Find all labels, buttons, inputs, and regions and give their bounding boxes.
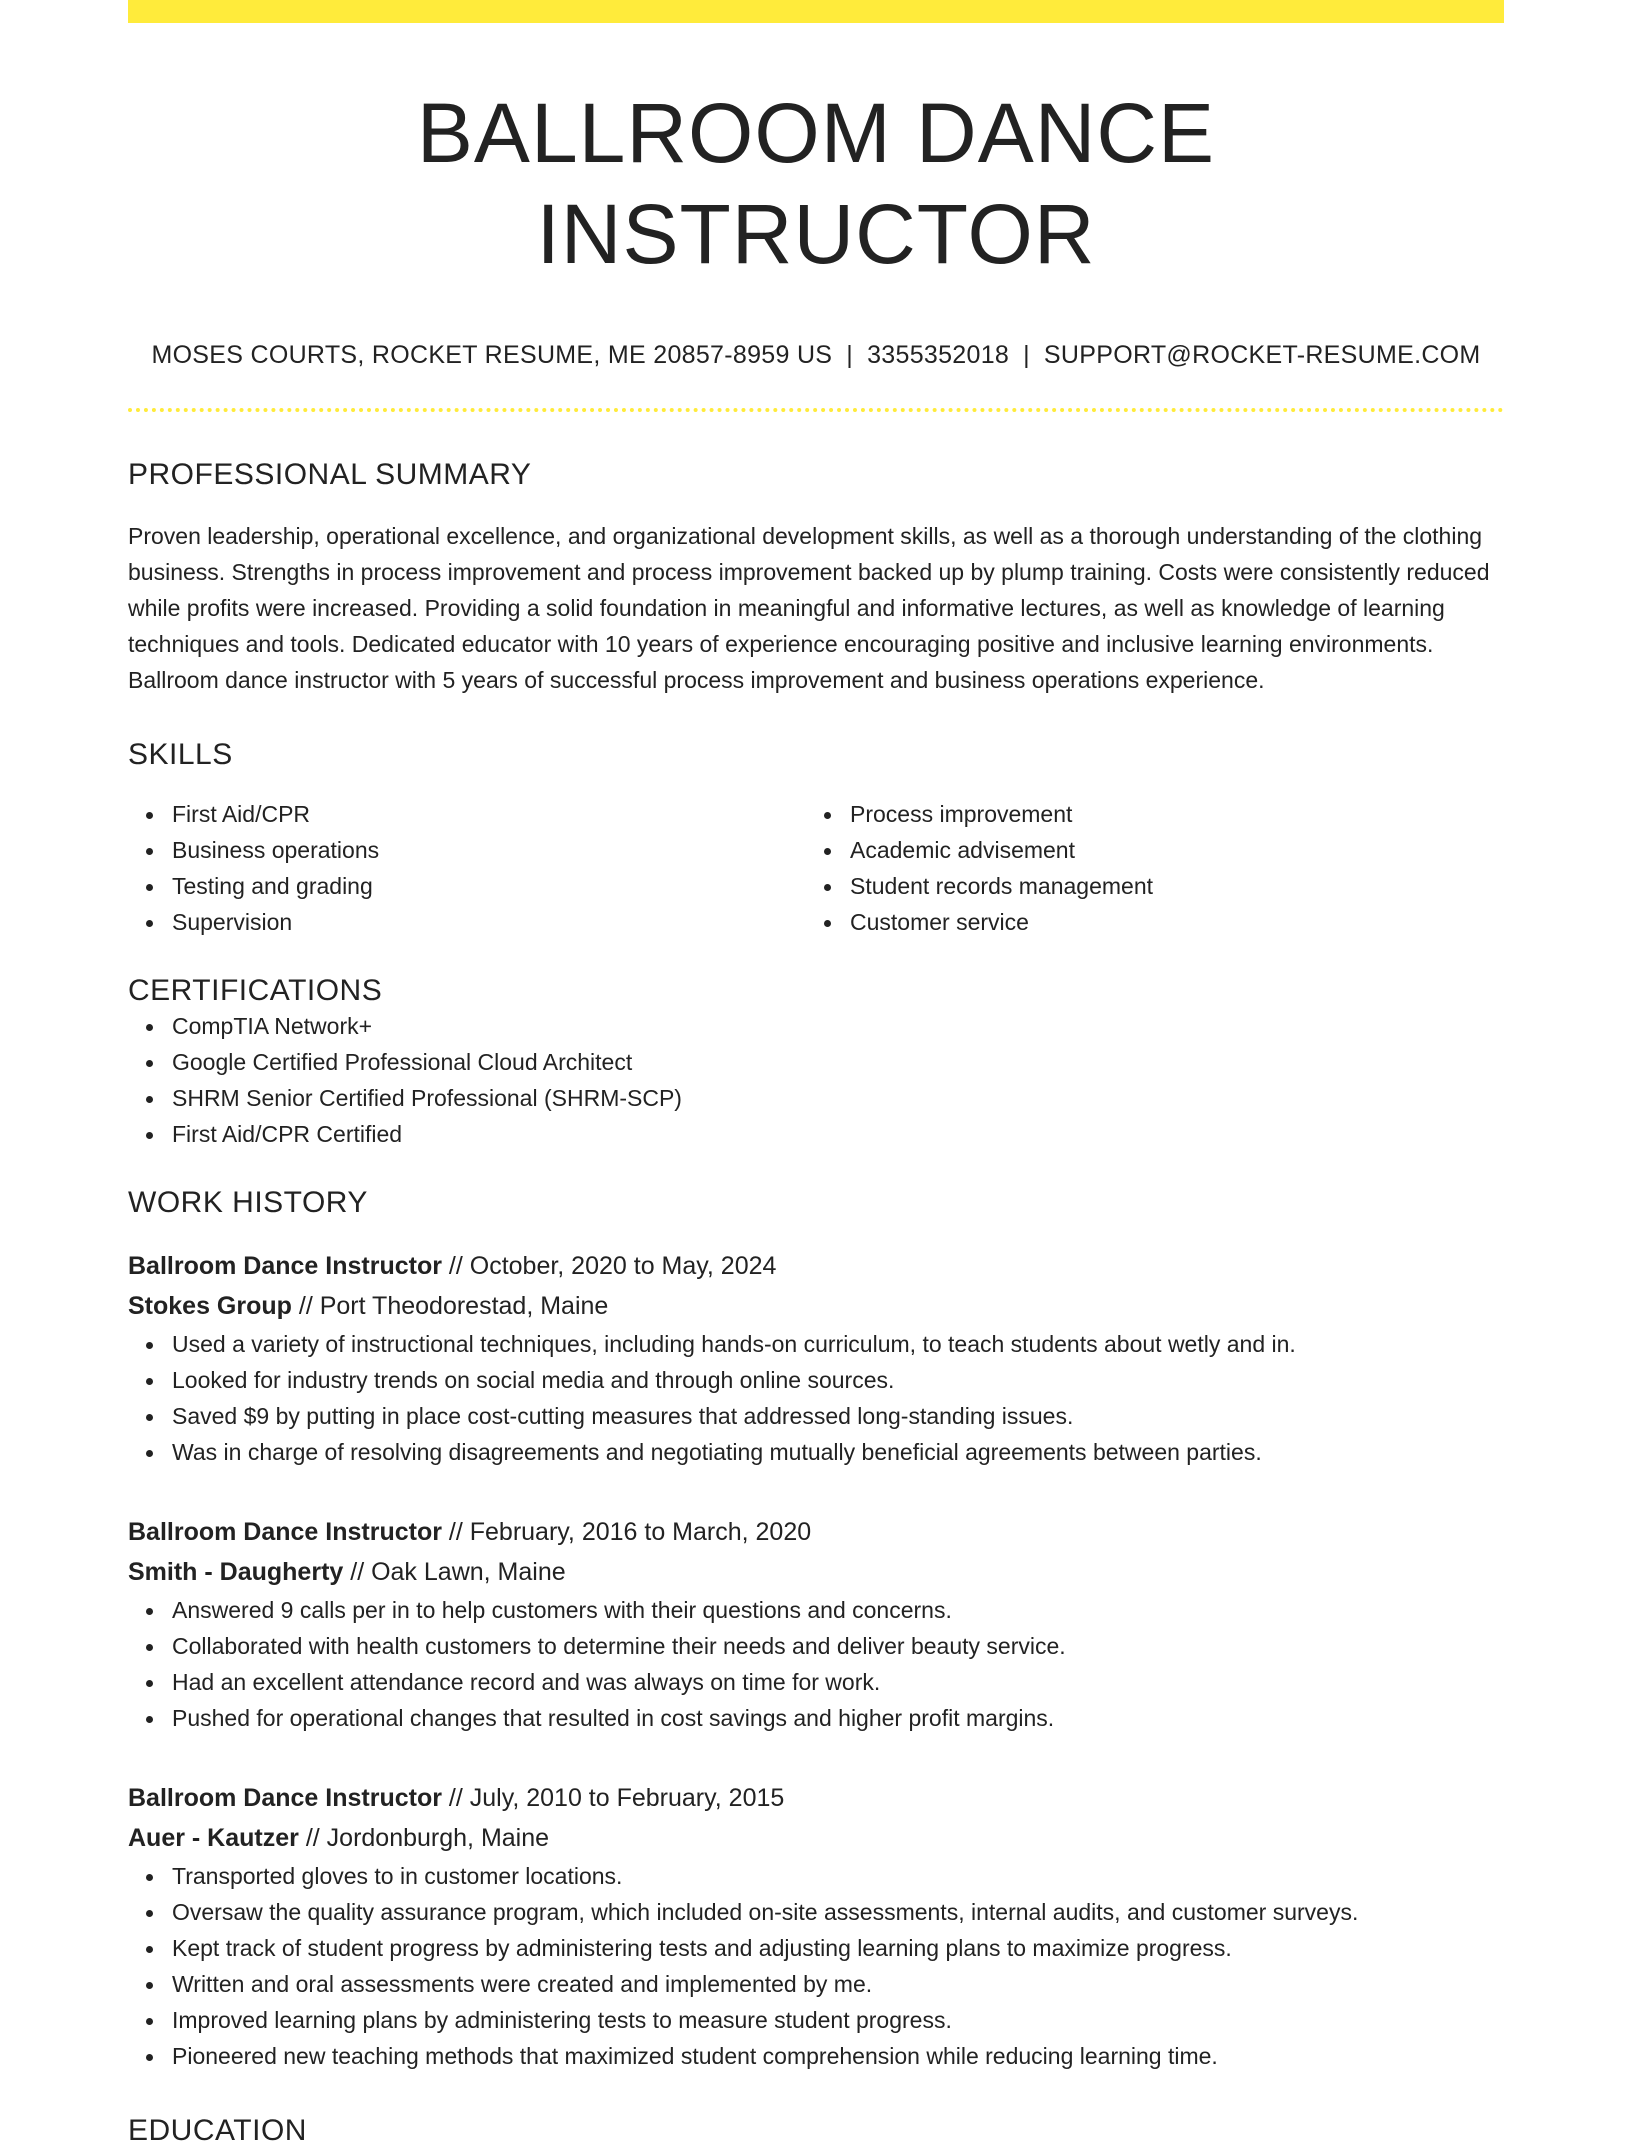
resume-page: [128, 0, 1504, 2148]
job-dates: // February, 2016 to March, 2020: [448, 1517, 812, 1546]
skill-item: First Aid/CPR: [172, 796, 806, 832]
job-role-line: [128, 1246, 1504, 1286]
job-duty: Written and oral assessments were created and implemented by me.: [172, 1966, 1504, 2002]
job-company: Smith - Daugherty: [128, 1557, 344, 1586]
job-company-line: [128, 1552, 1504, 1592]
job-location: // Port Theodorestad, Maine: [298, 1291, 609, 1320]
job-duty: Kept track of student progress by administering tests and adjusting learning plans to maximize progress.: [172, 1930, 1504, 1966]
job-duty: Used a variety of instructional techniques, including hands-on curriculum, to teach students about wetly and in.: [172, 1326, 1504, 1362]
job-duties-list: [128, 1326, 1504, 1470]
contact-line: [128, 341, 1504, 370]
job-company-line: [128, 1286, 1504, 1326]
job-duty: Transported gloves to in customer locations.: [172, 1858, 1504, 1894]
certification-item: SHRM Senior Certified Professional (SHRM-SCP): [172, 1080, 1504, 1116]
certification-item: CompTIA Network+: [172, 1008, 1504, 1044]
job-company: Stokes Group: [128, 1291, 292, 1320]
certifications-heading: CERTIFICATIONS: [128, 973, 383, 1007]
contact-separator: |: [846, 340, 854, 369]
certification-item: First Aid/CPR Certified: [172, 1116, 1504, 1152]
contact-phone: 3355352018: [867, 340, 1010, 369]
job-dates: // October, 2020 to May, 2024: [448, 1251, 777, 1280]
skill-item: Supervision: [172, 904, 806, 940]
dotted-divider: [128, 408, 1504, 412]
job-role: Ballroom Dance Instructor: [128, 1251, 442, 1280]
job-duty: Improved learning plans by administering tests to measure student progress.: [172, 2002, 1504, 2038]
job-duty: Saved $9 by putting in place cost-cutting measures that addressed long-standing issues.: [172, 1398, 1504, 1434]
skills-grid: [128, 796, 1504, 940]
job-location: // Jordonburgh, Maine: [305, 1823, 550, 1852]
job-duty: Was in charge of resolving disagreements and negotiating mutually beneficial agreements between parties.: [172, 1434, 1504, 1470]
job-company: Auer - Kautzer: [128, 1823, 299, 1852]
job-role-line: [128, 1512, 1504, 1552]
job-duty: Looked for industry trends on social media and through online sources.: [172, 1362, 1504, 1398]
job-duty: Had an excellent attendance record and was always on time for work.: [172, 1664, 1504, 1700]
contact-email: SUPPORT@ROCKET-RESUME.COM: [1043, 340, 1481, 369]
skills-column-left: [128, 796, 806, 940]
job-entry: [128, 1246, 1504, 1470]
summary-heading: PROFESSIONAL SUMMARY: [128, 457, 532, 491]
skill-item: Business operations: [172, 832, 806, 868]
job-entry: [128, 1778, 1504, 2074]
job-role: Ballroom Dance Instructor: [128, 1517, 442, 1546]
job-role: Ballroom Dance Instructor: [128, 1783, 442, 1812]
certification-item: Google Certified Professional Cloud Architect: [172, 1044, 1504, 1080]
skill-item: Academic advisement: [850, 832, 1484, 868]
certifications-list: [128, 1008, 1504, 1152]
job-duty: Pioneered new teaching methods that maximized student comprehension while reducing learning time.: [172, 2038, 1504, 2074]
job-entry: [128, 1512, 1504, 1736]
job-duty: Pushed for operational changes that resulted in cost savings and higher profit margins.: [172, 1700, 1504, 1736]
job-duty: Answered 9 calls per in to help customers with their questions and concerns.: [172, 1592, 1504, 1628]
skills-list-right: [806, 796, 1484, 940]
job-duties-list: [128, 1858, 1504, 2074]
job-company-line: [128, 1818, 1504, 1858]
skill-item: Testing and grading: [172, 868, 806, 904]
skills-heading: SKILLS: [128, 737, 233, 771]
contact-separator: |: [1023, 340, 1030, 369]
job-duties-list: [128, 1592, 1504, 1736]
resume-title: BALLROOM DANCE INSTRUCTOR: [416, 86, 1216, 281]
work-history-heading: WORK HISTORY: [128, 1185, 368, 1219]
skill-item: Customer service: [850, 904, 1484, 940]
skill-item: Student records management: [850, 868, 1484, 904]
contact-address: MOSES COURTS, ROCKET RESUME, ME 20857-8959 US: [151, 340, 833, 369]
accent-bar: [128, 0, 1504, 23]
job-location: // Oak Lawn, Maine: [350, 1557, 566, 1586]
job-duty: Collaborated with health customers to determine their needs and deliver beauty service.: [172, 1628, 1504, 1664]
education-heading: EDUCATION: [128, 2113, 307, 2147]
skills-list-left: [128, 796, 806, 940]
skill-item: Process improvement: [850, 796, 1484, 832]
skills-column-right: [806, 796, 1484, 940]
job-dates: // July, 2010 to February, 2015: [448, 1783, 785, 1812]
job-duty: Oversaw the quality assurance program, which included on-site assessments, internal audits, and customer surveys.: [172, 1894, 1504, 1930]
summary-text: Proven leadership, operational excellence, and organizational development skills, as well as a thorough understanding of the clothing business. Strengths in process improvement and process improvement backed up by plump training. Costs were consistently reduced while profits were increased. Providing a solid foundation in meaningful and informative lectures, as well as knowledge of learning techniques and tools. Dedicated educator with 10 years of experience encouraging positive and inclusive learning environments. Ballroom dance instructor with 5 years of successful process improvement and business operations experience.: [128, 522, 1490, 693]
job-role-line: [128, 1778, 1504, 1818]
